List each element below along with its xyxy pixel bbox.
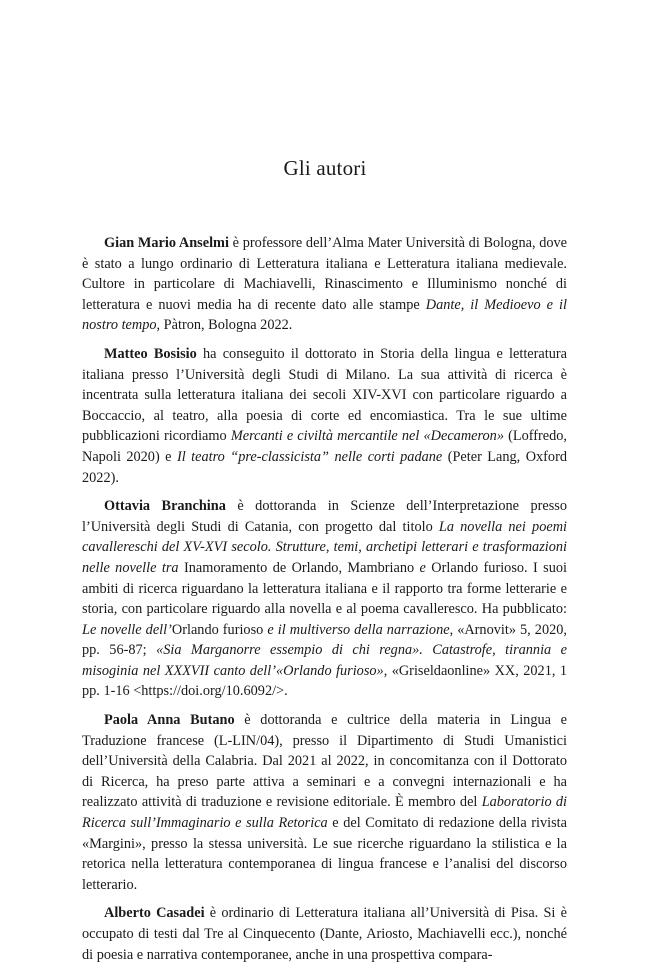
author-entry-branchina	[82, 496, 567, 702]
author-bio-text: ha conseguito il dottorato in Storia della lingua e letteratura italiana presso l’Università degli Studi di Milano. La sua attività di ricerca è incentrata sulla letteratura italiana dei secoli XIV-XVI con particolare riguardo a Boccaccio, al teatro, alla poesia di corte ed encomiastica. Tra le sue ultime pubblicazioni ricordiamo	[82, 345, 567, 445]
author-bio-text: Inamoramento de Orlando, Mambriano	[178, 559, 420, 576]
lab-name: Laboratorio di Ricerca sull’Immaginario e sulla Retorica	[82, 794, 568, 832]
author-entry-butano	[82, 710, 567, 895]
thesis-title: La novella nei poemi cavallereschi del XV-XVI secolo. Strutture, temi, archetipi letterari e trasformazioni nelle novelle tra	[82, 518, 567, 576]
author-entry-casadei	[82, 903, 567, 965]
page-title: Gli autori	[283, 156, 367, 180]
book-title: Dante, il Medioevo e il nostro tempo	[82, 296, 567, 334]
author-bio-text: , «Griseldaonline» XX, 2021, 1 pp. 1-16 <https://doi.org/10.6092/>.	[82, 662, 567, 700]
author-entry-bosisio	[82, 344, 567, 488]
author-bio-text: è ordinario di Letteratura italiana all’Università di Pisa. Si è occupato di testi dal Tre al Cinquecento (Dante, Ariosto, Machiavelli ecc.), nonché di poesia e narrativa contemporanee, anche in una prospettiva compara-	[82, 905, 567, 963]
author-name: Matteo Bosisio	[104, 345, 197, 362]
author-name: Paola Anna Butano	[104, 712, 235, 729]
author-bio-text: (Loffredo, Napoli 2020) e	[82, 428, 567, 465]
article-title: Le novelle dell’	[82, 621, 172, 638]
author-name: Ottavia Branchina	[104, 498, 226, 515]
author-name: Gian Mario Anselmi	[104, 235, 229, 251]
author-bio-text: e del Comitato di redazione della rivista «Margini», presso la stessa università. Le sue ricerche riguardano la stilistica e la retorica nella letteratura contemporanea di lingua francese e l’analisi del discorso letterario.	[82, 815, 567, 893]
author-bio-text: Orlando furioso	[171, 621, 268, 638]
author-bio-italic: e	[419, 559, 426, 576]
article-title: «Sia Marganorre essempio di chi regna». Catastrofe, tirannia e misoginia nel XXXVII canto dell’«Orlando furioso»	[82, 642, 567, 679]
author-bio-text: è dottoranda e cultrice della materia in Lingua e Traduzione francese (L-LIN/04), presso il Dipartimento di Studi Umanistici dell’Università della Calabria. Dal 2021 al 2022, in concomitanza con il Dottorato di Ricerca, ha preso parte attiva a seminari e a convegni internazionali e ha realizzato attività di traduzione e revisione editoriale. È membro del	[82, 712, 567, 811]
author-name: Alberto Casadei	[104, 905, 205, 922]
author-bio-text: , «Arnovit» 5, 2020, pp. 56-87;	[82, 621, 567, 659]
author-bio-text: è professore dell’Alma Mater Università di Bologna, dove è stato a lungo ordinario di Letteratura italiana e Letteratura italiana medievale. Cultore in particolare di Machiavelli, Rinascimento e Illuminismo nonché di letteratura e nuovi media ha di recente dato alle stampe	[82, 235, 568, 313]
author-bio-text: (Peter Lang, Oxford 2022).	[82, 448, 567, 486]
book-title: Il teatro “pre-classicista” nelle corti padane	[176, 448, 443, 465]
author-bio-text: Orlando furioso. I suoi ambiti di ricerca riguardano la letteratura italiana e il rapporto tra forme letterarie e storia, con particolare riguardo alla novella e al poema cavalleresco. Ha pubblicato:	[82, 559, 567, 618]
author-bio-text: , Pàtron, Bologna 2022.	[156, 317, 293, 334]
authors-list	[82, 233, 567, 973]
article-title: e il multiverso della narrazione	[267, 621, 450, 638]
author-bio-text: è dottoranda in Scienze dell’Interpretazione presso l’Università degli Studi di Catania, con progetto dal titolo	[82, 498, 568, 535]
author-entry-anselmi	[82, 233, 567, 336]
book-title: Mercanti e civiltà mercantile nel «Decameron»	[230, 428, 504, 445]
